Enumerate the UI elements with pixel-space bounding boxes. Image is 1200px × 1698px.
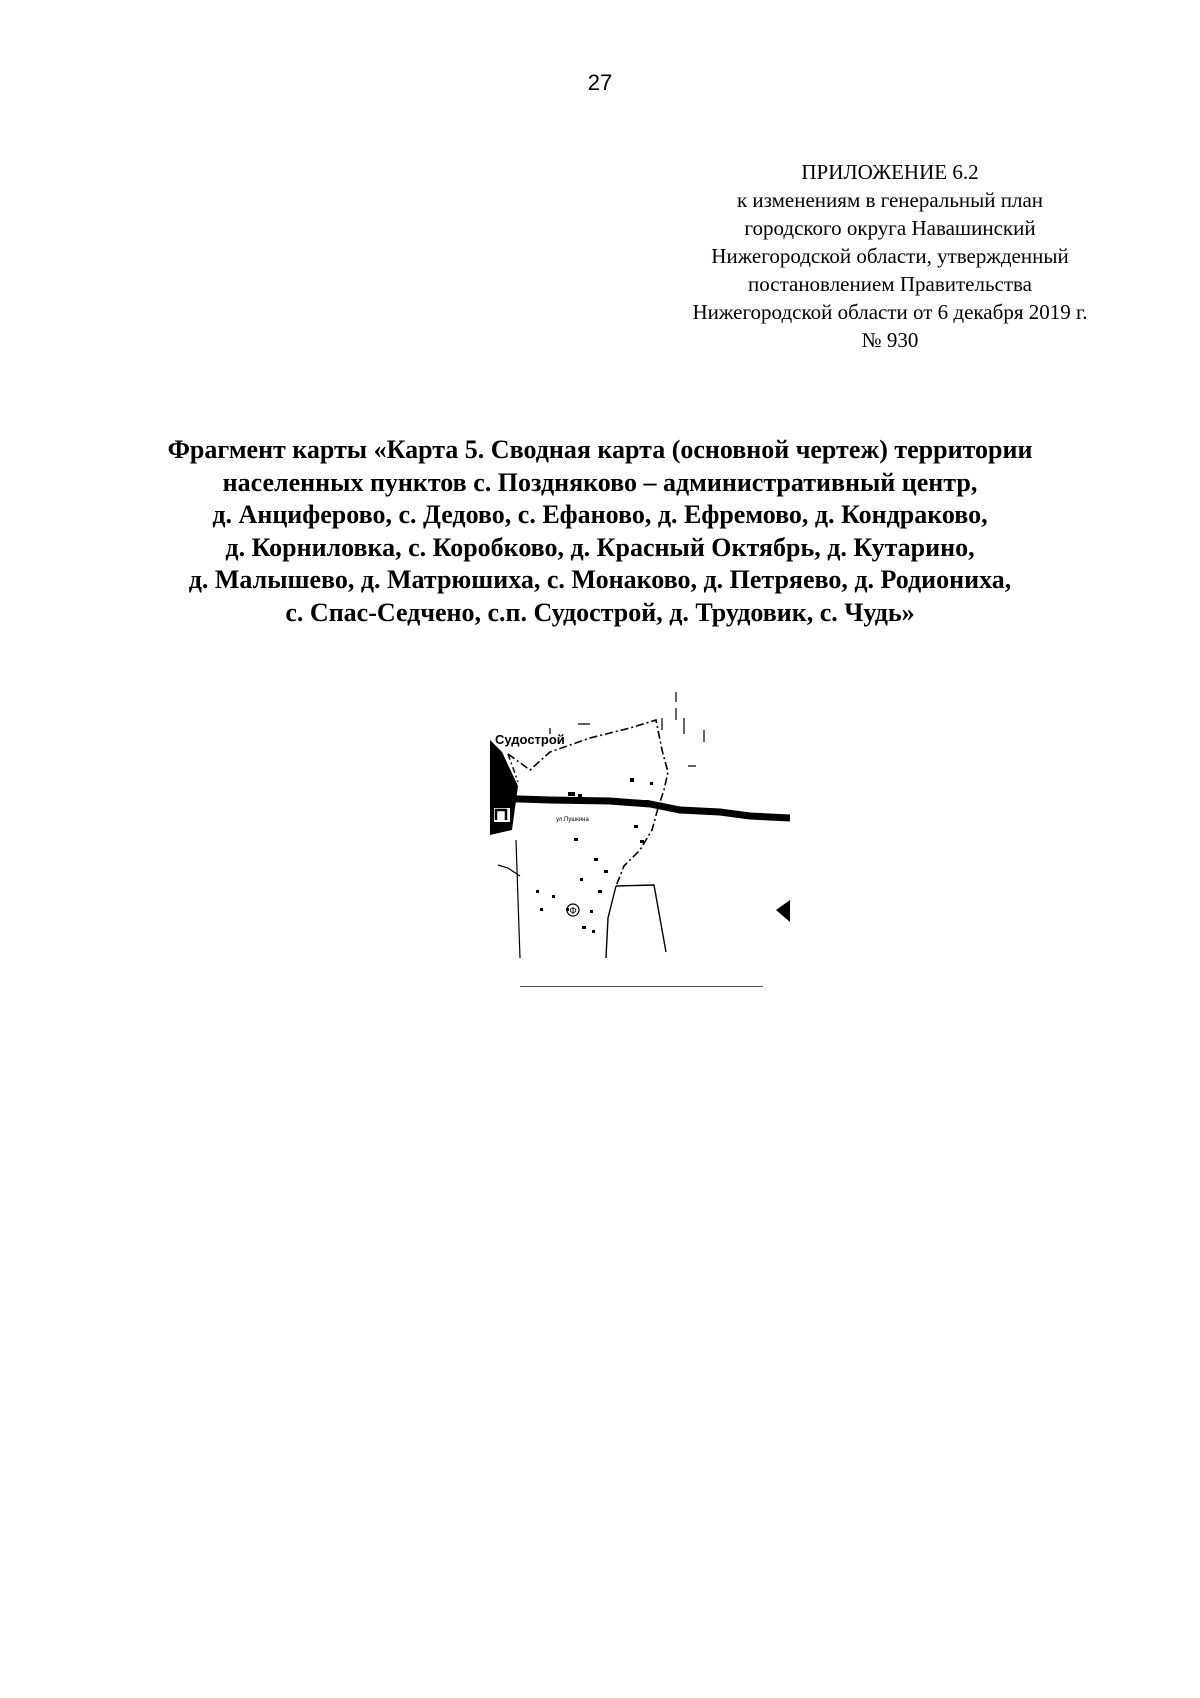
map-fragment [490, 690, 790, 960]
appendix-block [640, 158, 1140, 354]
map-building [645, 800, 649, 804]
map-building [592, 930, 595, 933]
map-thin-line [516, 840, 520, 958]
map-building [590, 910, 593, 913]
map-direction-marker [776, 900, 790, 922]
map-building [604, 870, 608, 873]
map-tick-marks [662, 692, 704, 766]
title-line: Фрагмент карты «Карта 5. Сводная карта (основной чертеж) территории [167, 435, 1033, 464]
map-building [540, 908, 543, 911]
appendix-line: Нижегородской области от 6 декабря 2019 г. [692, 300, 1088, 324]
appendix-line: городского округа Навашинский [744, 216, 1036, 240]
title-line: д. Малышево, д. Матрюшиха, с. Монаково, д. Петряево, д. Родиониха, [188, 565, 1012, 594]
map-settlement-label: Судострой [495, 732, 565, 747]
appendix-line: Нижегородской области, утвержденный [711, 244, 1069, 268]
map-building [580, 878, 583, 881]
map-building [552, 895, 555, 898]
appendix-line: постановлением Правительства [747, 272, 1032, 296]
map-building [634, 825, 638, 828]
map-thin-line [616, 885, 666, 952]
map-thin-line [606, 886, 616, 958]
map-street-label: ул.Пушкина [556, 817, 589, 823]
title-line: д. Анциферово, с. Дедово, с. Ефаново, д. Ефремово, д. Кондраково, [212, 500, 988, 529]
map-building [536, 890, 539, 893]
map-main-road [490, 798, 790, 818]
title-line: населенных пунктов с. Поздняково – административный центр, [222, 467, 978, 497]
map-building [598, 890, 602, 893]
title-line: д. Корниловка, с. Коробково, д. Красный Октябрь, д. Кутарино, [225, 532, 975, 562]
map-building [574, 838, 578, 841]
page-number: 27 [587, 70, 613, 95]
map-building [630, 778, 634, 782]
document-title [120, 434, 1080, 629]
map-building [582, 926, 586, 929]
map-building [578, 794, 582, 797]
title-line: с. Спас-Седчено, с.п. Судострой, д. Трудовик, с. Чудь» [285, 597, 915, 627]
appendix-line: № 930 [861, 328, 919, 352]
appendix-line: к изменениям в генеральный план [736, 188, 1044, 212]
map-building [650, 782, 653, 785]
map-building [568, 792, 575, 796]
bottom-divider [520, 986, 763, 987]
map-building [640, 840, 644, 843]
map-building [594, 858, 598, 861]
map-symbol-label: Ф [569, 906, 577, 917]
appendix-line: ПРИЛОЖЕНИЕ 6.2 [801, 160, 979, 184]
map-drawing [490, 690, 790, 960]
